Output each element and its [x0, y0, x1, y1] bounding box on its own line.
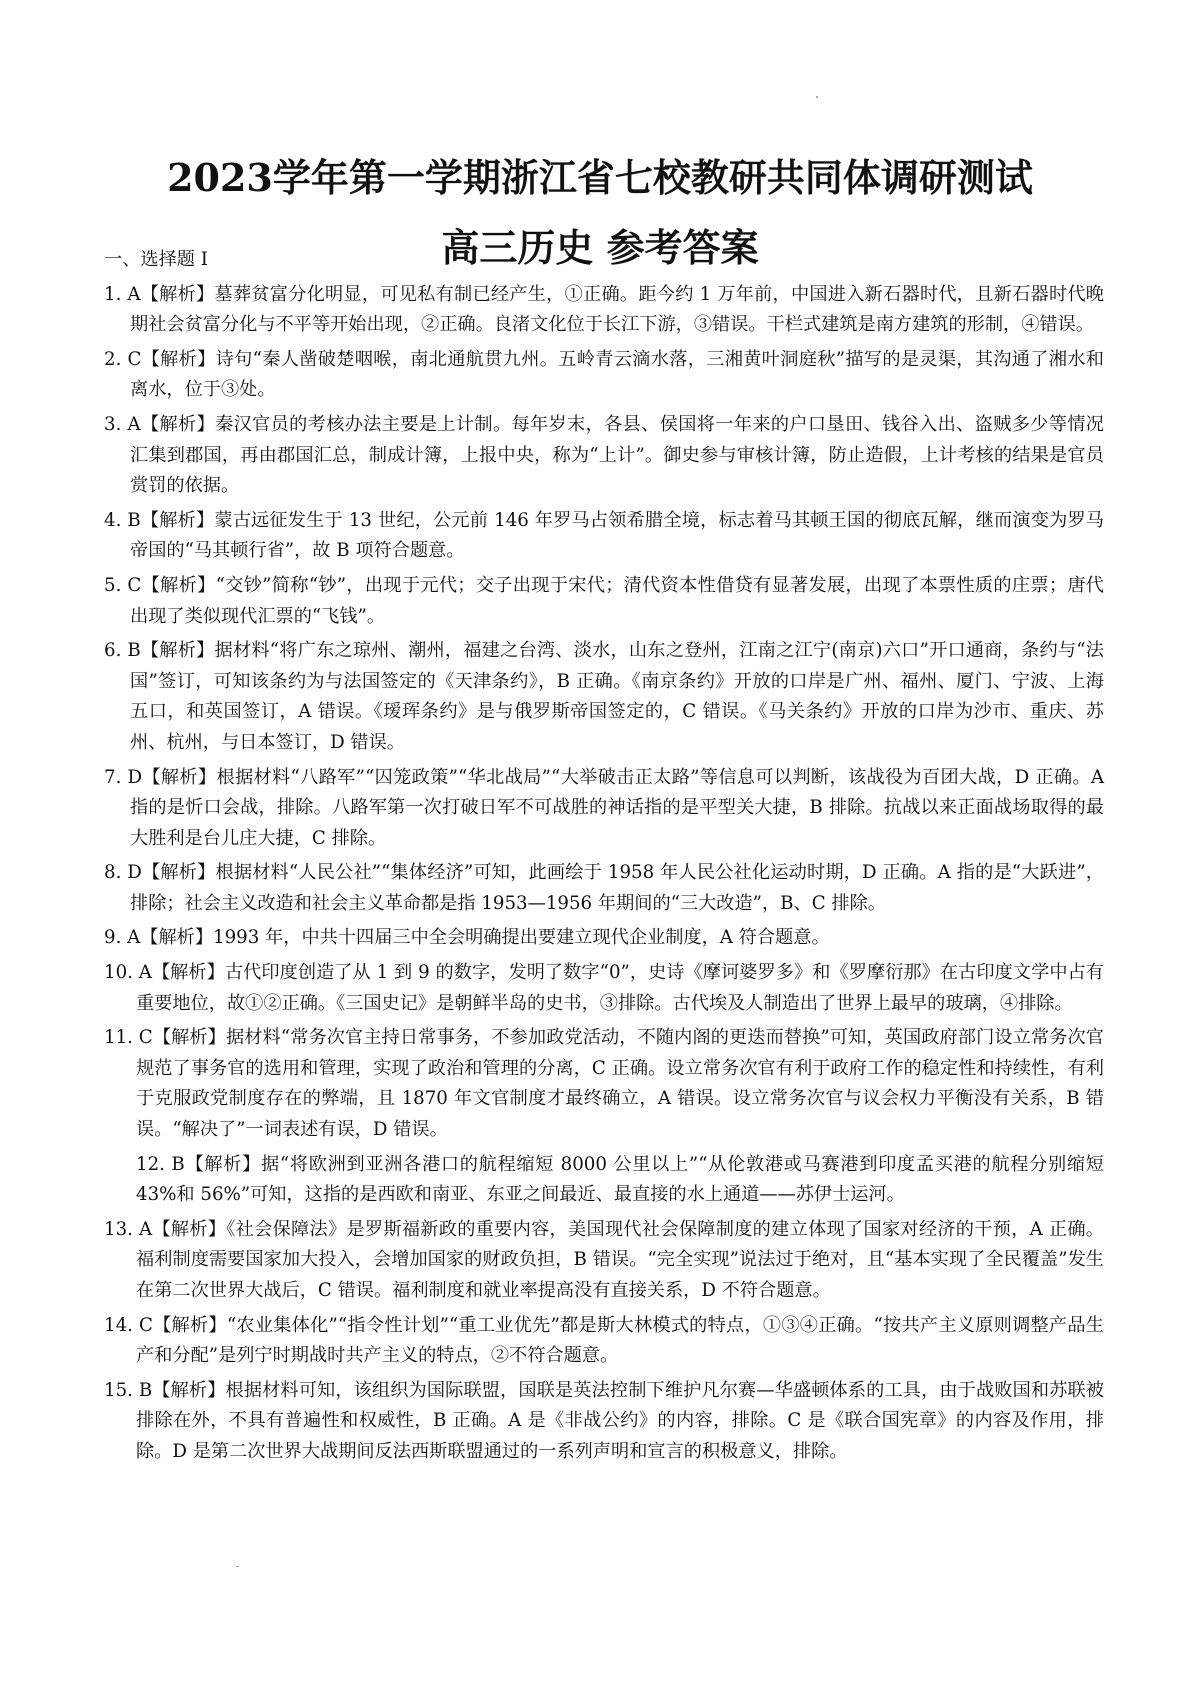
scan-speck-bottom	[236, 1566, 239, 1567]
answer-item-15: 15. B【解析】根据材料可知，该组织为国际联盟，国联是英法控制下维护凡尔赛—华盛顿体系的工具，由于战败国和苏联被排除在外，不具有普遍性和权威性，B 正确。A 是《非战公约》的内容，排除。C 是《联合国宪章》的内容及作用，排除。D 是第二次世界大战期间反法西斯联盟通过的一系列声明和宣言的积极意义，排除。	[104, 1379, 1104, 1462]
answer-item-13: 13. A【解析】《社会保障法》是罗斯福新政的重要内容，美国现代社会保障制度的建立体现了国家对经济的干预，A 正确。福利制度需要国家加大投入，会增加国家的财政负担，B 错误。“完全实现”说法过于绝对，且“基本实现了全民覆盖”发生在第二次世界大战后，C 错误。福利制度和就业率提高没有直接关系，D 不符合题意。	[104, 1218, 1104, 1301]
answer-body	[104, 245, 1104, 1472]
page-title: 2023学年第一学期浙江省七校教研共同体调研测试	[167, 155, 1033, 200]
answer-item-9: 9. A【解析】1993 年，中共十四届三中全会明确提出要建立现代企业制度，A 符合题意。	[104, 927, 830, 949]
answer-item-8: 8. D【解析】根据材料“人民公社”“集体经济”可知，此画绘于 1958 年人民公社化运动时期，D 正确。A 指的是“大跃进”，排除；社会主义改造和社会主义革命都是指 1953—1956 年期间的“三大改造”，B、C 排除。	[104, 862, 1104, 914]
answer-item-6: 6. B【解析】据材料“将广东之琼州、潮州，福建之台湾、淡水，山东之登州，江南之江宁(南京)六口”开口通商，条约与“法国”签订，可知该条约为与法国签定的《天津条约》，B 正确。《南京条约》开放的口岸是广州、福州、厦门、宁波、上海五口，和英国签订，A 错误。《瑷珲条约》是与俄罗斯帝国签定的，C 错误。《马关条约》开放的口岸为沙市、重庆、苏州、杭州，与日本签订，D 错误。	[104, 640, 1104, 753]
answer-item-4: 4. B【解析】蒙古远征发生于 13 世纪，公元前 146 年罗马占领希腊全境，标志着马其顿王国的彻底瓦解，继而演变为罗马帝国的“马其顿行省”，故 B 项符合题意。	[104, 509, 1104, 562]
answer-item-11: 11. C【解析】据材料“常务次官主持日常事务，不参加政党活动，不随内阁的更迭而替换”可知，英国政府部门设立常务次官规范了事务官的选用和管理，实现了政治和管理的分离，C 正确。设立常务次官有利于政府工作的稳定性和持续性，有利于克服政党制度存在的弊端，且 1870 年文官制度才最终确立，A 错误。设立常务次官与议会权力平衡没有关系，B 错误。“解决了”一词表述有误，D 错误。	[104, 1027, 1104, 1141]
scan-speck	[816, 96, 818, 98]
section-heading: 一、选择题 I	[104, 249, 208, 270]
page-subtitle: 高三历史 参考答案	[441, 225, 759, 270]
answer-item-10: 10. A【解析】古代印度创造了从 1 到 9 的数字，发明了数字“0”，史诗《摩诃婆罗多》和《罗摩衍那》在古印度文学中占有重要地位，故①②正确。《三国史记》是朝鲜半岛的史书，③排除。古代埃及人制造出了世界上最早的玻璃，④排除。	[104, 962, 1104, 1014]
answer-item-3: 3. A【解析】秦汉官员的考核办法主要是上计制。每年岁末，各县、侯国将一年来的户口垦田、钱谷入出、盗贼多少等情况汇集到郡国，再由郡国汇总，制成计簿，上报中央，称为“上计”。御史参与审核计簿，防止造假，上计考核的结果是官员赏罚的依据。	[104, 413, 1104, 497]
answer-item-5: 5. C【解析】“交钞”简称“钞”，出现于元代；交子出现于宋代；清代资本性借贷有显著发展，出现了本票性质的庄票；唐代出现了类似现代汇票的“飞钱”。	[104, 574, 1104, 627]
answer-item-2: 2. C【解析】诗句“秦人凿破楚咽喉，南北通航贯九州。五岭青云滴水落，三湘黄叶洞庭秋”描写的是灵渠，其沟通了湘水和离水，位于③处。	[104, 348, 1104, 401]
answer-item-12: 12. B【解析】据“将欧洲到亚洲各港口的航程缩短 8000 公里以上”“从伦敦港或马赛港到印度孟买港的航程分别缩短 43%和 56%”可知，这指的是西欧和南亚、东亚之间最近、最直接的水上通道——苏伊士运河。	[136, 1153, 1104, 1206]
answer-item-14: 14. C【解析】“农业集体化”“指令性计划”“重工业优先”都是斯大林模式的特点，①③④正确。“按共产主义原则调整产品生产和分配”是列宁时期战时共产主义的特点，②不符合题意。	[104, 1314, 1104, 1367]
answer-item-7: 7. D【解析】根据材料“八路军”“囚笼政策”“华北战局”“大举破击正太路”等信息可以判断，该战役为百团大战，D 正确。A 指的是忻口会战，排除。八路军第一次打破日军不可战胜的神话指的是平型关大捷，B 排除。抗战以来正面战场取得的最大胜利是台儿庄大捷，C 排除。	[104, 766, 1104, 849]
answer-item-1: 1. A【解析】墓葬贫富分化明显，可见私有制已经产生，①正确。距今约 1 万年前，中国进入新石器时代，且新石器时代晚期社会贫富分化与不平等开始出现，②正确。良渚文化位于长江下游，③错误。干栏式建筑是南方建筑的形制，④错误。	[104, 283, 1104, 336]
